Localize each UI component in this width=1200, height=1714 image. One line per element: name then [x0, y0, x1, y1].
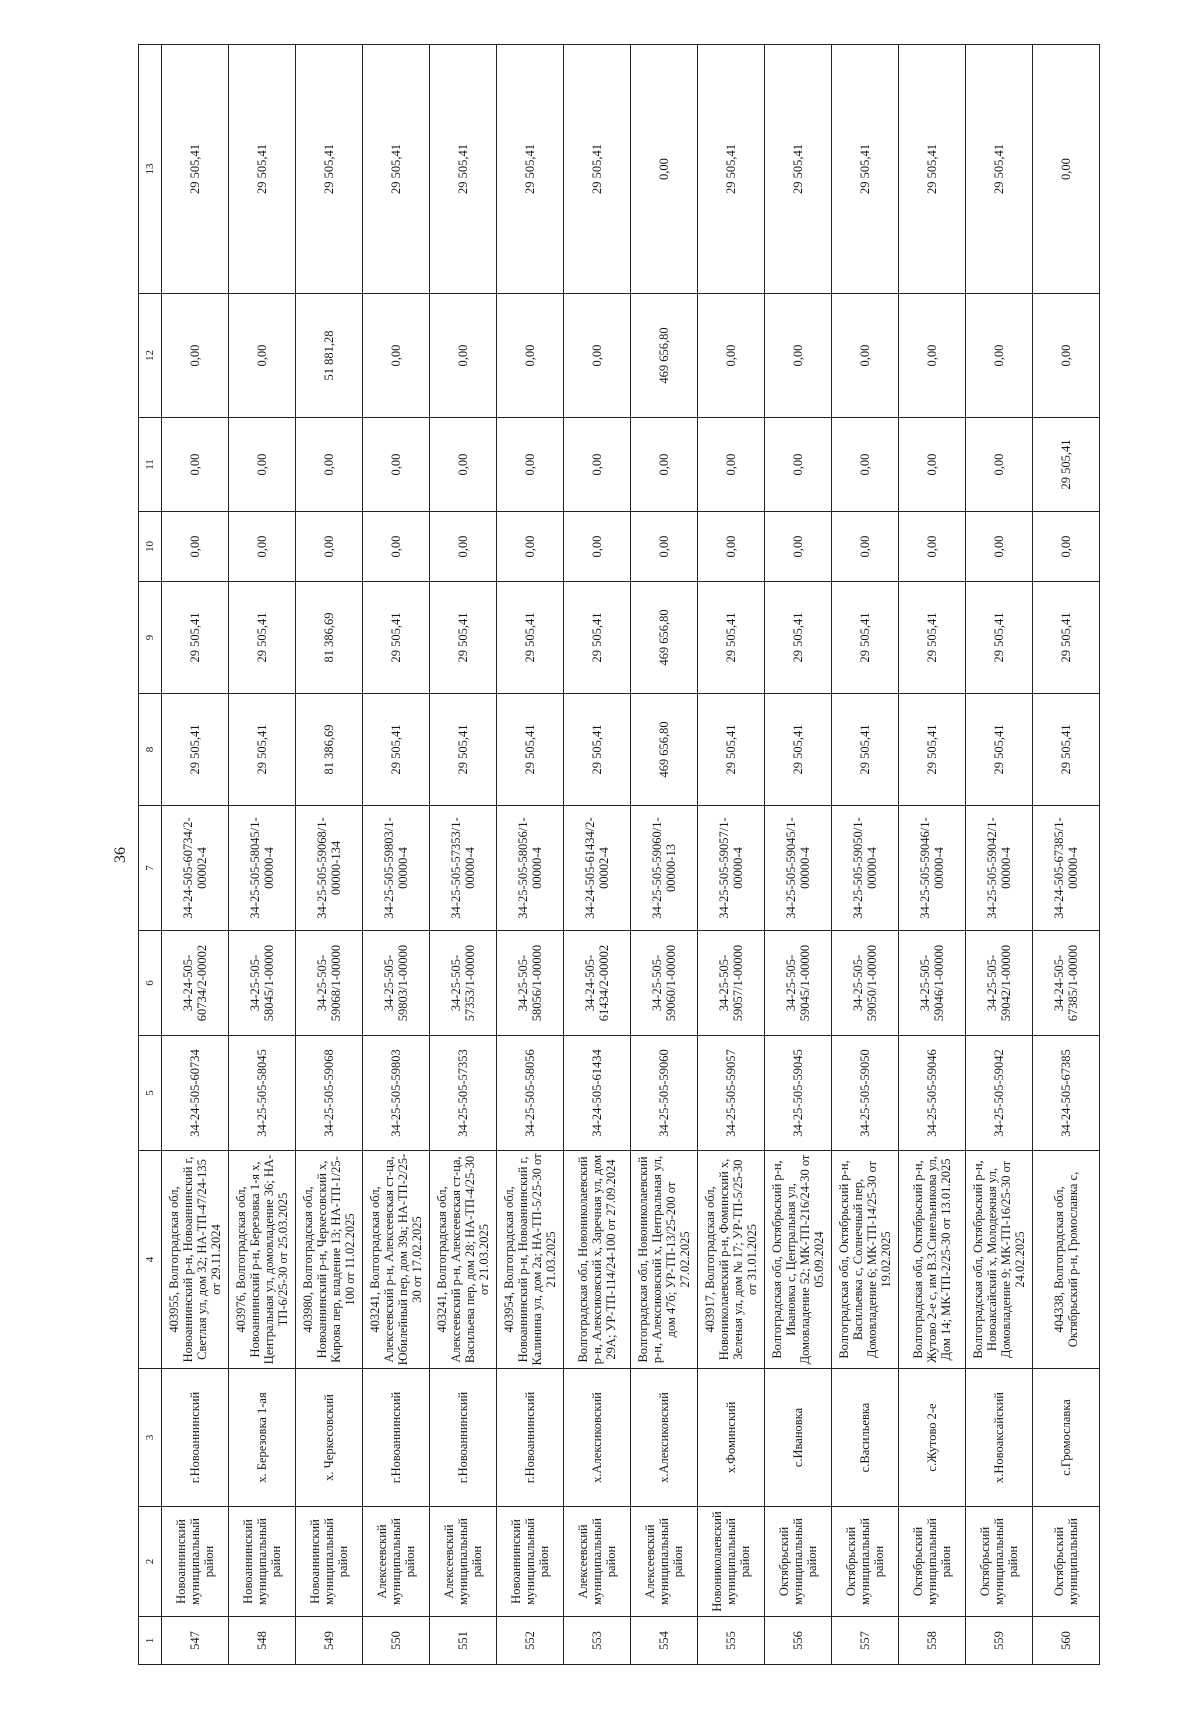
municipal-district-cell: Алексеевский муниципальный район [564, 1507, 631, 1617]
municipal-district-cell: Октябрьский муниципальный район [899, 1507, 966, 1617]
settlement-cell: х. Черкесовский [296, 1369, 363, 1507]
amount-col-10-cell: 0,00 [832, 512, 899, 582]
amount-col-13-cell: 29 505,41 [430, 45, 497, 294]
table-row [765, 45, 832, 1665]
amount-col-11-cell: 0,00 [631, 418, 698, 512]
column-number-header: 3 [139, 1369, 162, 1507]
amount-col-10-cell: 0,00 [363, 512, 430, 582]
tariff-code-cell: 34-25-505-58045/1-00000-4 [229, 806, 296, 931]
table-row [899, 45, 966, 1665]
address-and-contract-cell: 403241, Волгоградская обл, Алексеевский р-н, Алексеевская ст-ца, Юбилейный пер, дом 39а; НА-ТП-2/25-30 от 17.02.2025 [363, 1151, 430, 1369]
settlement-cell: х. Березовка 1-ая [229, 1369, 296, 1507]
column-number-header: 2 [139, 1507, 162, 1617]
amount-col-12-cell: 0,00 [765, 294, 832, 418]
municipal-district-cell: Октябрьский муниципальный район [832, 1507, 899, 1617]
amount-col-13-cell: 29 505,41 [162, 45, 229, 294]
amount-col-11-cell: 0,00 [832, 418, 899, 512]
amount-col-8-cell: 29 505,41 [832, 694, 899, 806]
application-number-cell: 34-25-505-58056/1-00000 [497, 931, 564, 1036]
municipal-district-cell: Алексеевский муниципальный район [631, 1507, 698, 1617]
address-and-contract-cell: Волгоградская обл, Октябрьский р-н, Новоаксайский х, Молодежная ул, Домовладение 9; МК-ТП-16/25-30 от 24.02.2025 [966, 1151, 1033, 1369]
amount-col-10-cell: 0,00 [162, 512, 229, 582]
application-number-cell: 34-24-505-67385/1-00000 [1033, 931, 1100, 1036]
tariff-code-cell: 34-25-505-59803/1-00000-4 [363, 806, 430, 931]
table-row [832, 45, 899, 1665]
amount-col-13-cell: 29 505,41 [765, 45, 832, 294]
tariff-code-cell: 34-25-505-59045/1-00000-4 [765, 806, 832, 931]
tariff-code-cell: 34-24-505-61434/2-00002-4 [564, 806, 631, 931]
table-row [564, 45, 631, 1665]
table-row [1033, 45, 1100, 1665]
amount-col-10-cell: 0,00 [631, 512, 698, 582]
amount-col-9-cell: 29 505,41 [832, 582, 899, 694]
table-row [497, 45, 564, 1665]
amount-col-13-cell: 29 505,41 [363, 45, 430, 294]
amount-col-12-cell: 0,00 [832, 294, 899, 418]
table-row [430, 45, 497, 1665]
application-number-cell: 34-25-505-59046/1-00000 [899, 931, 966, 1036]
application-number-cell: 34-25-505-59042/1-00000 [966, 931, 1033, 1036]
column-number-header: 5 [139, 1036, 162, 1151]
amount-col-13-cell: 29 505,41 [698, 45, 765, 294]
settlement-cell: х.Алексиковский [564, 1369, 631, 1507]
cadastral-block-number-cell: 34-25-505-59057 [698, 1036, 765, 1151]
tariff-code-cell: 34-25-505-59042/1-00000-4 [966, 806, 1033, 931]
application-number-cell: 34-24-505-61434/2-00002 [564, 931, 631, 1036]
amount-col-8-cell: 29 505,41 [899, 694, 966, 806]
amount-col-8-cell: 29 505,41 [229, 694, 296, 806]
amount-col-11-cell: 0,00 [229, 418, 296, 512]
municipal-district-cell: Октябрьский муниципальный район [765, 1507, 832, 1617]
application-number-cell: 34-25-505-59068/1-00000 [296, 931, 363, 1036]
cadastral-block-number-cell: 34-24-505-60734 [162, 1036, 229, 1151]
cadastral-block-number-cell: 34-25-505-58045 [229, 1036, 296, 1151]
amount-col-13-cell: 0,00 [1033, 45, 1100, 294]
amount-col-12-cell: 0,00 [229, 294, 296, 418]
page-number: 36 [112, 847, 129, 863]
address-and-contract-cell: 403917, Волгоградская обл, Новониколаевский р-н, Фоминский х, Зеленая ул, дом № 17; УР-ТП-5/25-30 от 31.01.2025 [698, 1151, 765, 1369]
tariff-code-cell: 34-25-505-59046/1-00000-4 [899, 806, 966, 931]
application-number-cell: 34-25-505-59050/1-00000 [832, 931, 899, 1036]
table-row [162, 45, 229, 1665]
amount-col-11-cell: 0,00 [430, 418, 497, 512]
amount-col-11-cell: 0,00 [966, 418, 1033, 512]
amount-col-11-cell: 0,00 [363, 418, 430, 512]
amount-col-13-cell: 29 505,41 [564, 45, 631, 294]
amount-col-9-cell: 29 505,41 [564, 582, 631, 694]
application-number-cell: 34-25-505-57353/1-00000 [430, 931, 497, 1036]
cadastral-block-number-cell: 34-25-505-58056 [497, 1036, 564, 1151]
row-number-cell: 549 [296, 1617, 363, 1665]
municipal-district-cell: Новониколаевский муниципальный район [698, 1507, 765, 1617]
amount-col-12-cell: 0,00 [899, 294, 966, 418]
column-number-row [139, 45, 162, 1665]
table-row [363, 45, 430, 1665]
amount-col-8-cell: 29 505,41 [162, 694, 229, 806]
rotated-page-content [110, 45, 1115, 1665]
settlement-cell: г.Новоаннинский [363, 1369, 430, 1507]
amount-col-9-cell: 81 386,69 [296, 582, 363, 694]
cadastral-block-number-cell: 34-25-505-59803 [363, 1036, 430, 1151]
amount-col-10-cell: 0,00 [765, 512, 832, 582]
amount-col-12-cell: 0,00 [564, 294, 631, 418]
settlement-cell: г.Новоаннинский [162, 1369, 229, 1507]
amount-col-8-cell: 29 505,41 [698, 694, 765, 806]
amount-col-13-cell: 29 505,41 [899, 45, 966, 294]
amount-col-11-cell: 0,00 [162, 418, 229, 512]
amount-col-8-cell: 81 386,69 [296, 694, 363, 806]
municipal-district-cell: Новоаннинский муниципальный район [497, 1507, 564, 1617]
tariff-code-cell: 34-25-505-59057/1-00000-4 [698, 806, 765, 931]
address-and-contract-cell: Волгоградская обл, Октябрьский р-н, Жутово 2-е с, им В.З.Синельникова ул, Дом 14; МК-ТП-2/25-30 от 13.01.2025 [899, 1151, 966, 1369]
settlement-cell: с.Ивановка [765, 1369, 832, 1507]
settlement-cell: х.Фоминский [698, 1369, 765, 1507]
amount-col-9-cell: 29 505,41 [899, 582, 966, 694]
row-number-cell: 548 [229, 1617, 296, 1665]
address-and-contract-cell: 404338, Волгоградская обл, Октябрьский р-н, Громославка с, [1033, 1151, 1100, 1369]
tariff-code-cell: 34-25-505-59068/1-00000-134 [296, 806, 363, 931]
application-number-cell: 34-24-505-60734/2-00002 [162, 931, 229, 1036]
settlement-cell: с.Громославка [1033, 1369, 1100, 1507]
amount-col-13-cell: 29 505,41 [966, 45, 1033, 294]
amount-col-9-cell: 469 656,80 [631, 582, 698, 694]
address-and-contract-cell: 403241, Волгоградская обл, Алексеевский р-н, Алексеевская ст-ца, Васильева пер, дом 28; НА-ТП-4/25-30 от 21.03.2025 [430, 1151, 497, 1369]
amount-col-12-cell: 0,00 [162, 294, 229, 418]
amount-col-12-cell: 51 881,28 [296, 294, 363, 418]
settlement-cell: х.Новоаксайский [966, 1369, 1033, 1507]
amount-col-10-cell: 0,00 [564, 512, 631, 582]
column-number-header: 11 [139, 418, 162, 512]
column-number-header: 6 [139, 931, 162, 1036]
row-number-cell: 557 [832, 1617, 899, 1665]
row-number-cell: 547 [162, 1617, 229, 1665]
amount-col-11-cell: 0,00 [497, 418, 564, 512]
amount-col-10-cell: 0,00 [698, 512, 765, 582]
amount-col-8-cell: 29 505,41 [966, 694, 1033, 806]
amount-col-12-cell: 0,00 [1033, 294, 1100, 418]
table-body [162, 45, 1100, 1665]
amount-col-13-cell: 29 505,41 [497, 45, 564, 294]
amount-col-10-cell: 0,00 [430, 512, 497, 582]
amount-col-13-cell: 29 505,41 [296, 45, 363, 294]
column-number-header: 7 [139, 806, 162, 931]
address-and-contract-cell: Волгоградская обл, Новониколаевский р-н, Алексиковский х, Заречная ул, дом 29А; УР-ТП-114/24-100 от 27.09.2024 [564, 1151, 631, 1369]
table-row [966, 45, 1033, 1665]
application-number-cell: 34-25-505-59803/1-00000 [363, 931, 430, 1036]
application-number-cell: 34-25-505-59045/1-00000 [765, 931, 832, 1036]
amount-col-9-cell: 29 505,41 [430, 582, 497, 694]
table-row [229, 45, 296, 1665]
amount-col-8-cell: 29 505,41 [497, 694, 564, 806]
amount-col-9-cell: 29 505,41 [966, 582, 1033, 694]
amount-col-12-cell: 0,00 [966, 294, 1033, 418]
amount-col-11-cell: 29 505,41 [1033, 418, 1100, 512]
tariff-code-cell: 34-25-505-59060/1-00000-13 [631, 806, 698, 931]
amount-col-10-cell: 0,00 [229, 512, 296, 582]
row-number-cell: 560 [1033, 1617, 1100, 1665]
column-number-header: 1 [139, 1617, 162, 1665]
cadastral-block-number-cell: 34-25-505-59045 [765, 1036, 832, 1151]
cadastral-block-number-cell: 34-25-505-59060 [631, 1036, 698, 1151]
settlement-cell: с.Жутово 2-е [899, 1369, 966, 1507]
table-row [698, 45, 765, 1665]
amount-col-11-cell: 0,00 [296, 418, 363, 512]
amount-col-12-cell: 0,00 [497, 294, 564, 418]
registry-table [138, 44, 1100, 1665]
row-number-cell: 552 [497, 1617, 564, 1665]
settlement-cell: г.Новоаннинский [497, 1369, 564, 1507]
amount-col-9-cell: 29 505,41 [765, 582, 832, 694]
application-number-cell: 34-25-505-59057/1-00000 [698, 931, 765, 1036]
cadastral-block-number-cell: 34-25-505-59042 [966, 1036, 1033, 1151]
municipal-district-cell: Новоаннинский муниципальный район [229, 1507, 296, 1617]
municipal-district-cell: Октябрьский муниципальный район [966, 1507, 1033, 1617]
row-number-cell: 559 [966, 1617, 1033, 1665]
cadastral-block-number-cell: 34-24-505-67385 [1033, 1036, 1100, 1151]
tariff-code-cell: 34-25-505-57353/1-00000-4 [430, 806, 497, 931]
amount-col-12-cell: 0,00 [430, 294, 497, 418]
amount-col-9-cell: 29 505,41 [363, 582, 430, 694]
column-number-header: 13 [139, 45, 162, 294]
amount-col-8-cell: 29 505,41 [765, 694, 832, 806]
municipal-district-cell: Новоаннинский муниципальный район [296, 1507, 363, 1617]
amount-col-12-cell: 0,00 [363, 294, 430, 418]
address-and-contract-cell: 403954, Волгоградская обл, Новоаннинский р-н, Новоаннинский г, Калинина ул, дом 2а; НА-ТП-5/25-30 от 21.03.2025 [497, 1151, 564, 1369]
amount-col-12-cell: 469 656,80 [631, 294, 698, 418]
row-number-cell: 551 [430, 1617, 497, 1665]
amount-col-13-cell: 29 505,41 [832, 45, 899, 294]
column-number-header: 4 [139, 1151, 162, 1369]
amount-col-8-cell: 469 656,80 [631, 694, 698, 806]
row-number-cell: 555 [698, 1617, 765, 1665]
amount-col-10-cell: 0,00 [899, 512, 966, 582]
address-and-contract-cell: 403955, Волгоградская обл, Новоаннинский р-н, Новоаннинский г, Светлая ул, дом 32; НА-ТП-47/24-135 от 29.11.2024 [162, 1151, 229, 1369]
cadastral-block-number-cell: 34-24-505-61434 [564, 1036, 631, 1151]
amount-col-11-cell: 0,00 [564, 418, 631, 512]
tariff-code-cell: 34-25-505-59050/1-00000-4 [832, 806, 899, 931]
table-row [631, 45, 698, 1665]
municipal-district-cell: Алексеевский муниципальный район [363, 1507, 430, 1617]
amount-col-11-cell: 0,00 [899, 418, 966, 512]
amount-col-8-cell: 29 505,41 [1033, 694, 1100, 806]
address-and-contract-cell: 403976, Волгоградская обл, Новоаннинский р-н, Березовка 1-я х, Центральная ул, домовладение 36; НА-ТП-6/25-30 от 25.03.2025 [229, 1151, 296, 1369]
table-row [296, 45, 363, 1665]
address-and-contract-cell: Волгоградская обл, Октябрьский р-н, Ивановка с, Центральная ул, Домовладение 52; МК-ТП-216/24-30 от 05.09.2024 [765, 1151, 832, 1369]
municipal-district-cell: Новоаннинский муниципальный район [162, 1507, 229, 1617]
amount-col-10-cell: 0,00 [1033, 512, 1100, 582]
amount-col-9-cell: 29 505,41 [162, 582, 229, 694]
amount-col-9-cell: 29 505,41 [698, 582, 765, 694]
amount-col-10-cell: 0,00 [497, 512, 564, 582]
row-number-cell: 554 [631, 1617, 698, 1665]
row-number-cell: 558 [899, 1617, 966, 1665]
amount-col-9-cell: 29 505,41 [497, 582, 564, 694]
row-number-cell: 550 [363, 1617, 430, 1665]
column-number-header: 10 [139, 512, 162, 582]
amount-col-11-cell: 0,00 [765, 418, 832, 512]
cadastral-block-number-cell: 34-25-505-57353 [430, 1036, 497, 1151]
tariff-code-cell: 34-24-505-67385/1-00000-4 [1033, 806, 1100, 931]
cadastral-block-number-cell: 34-25-505-59046 [899, 1036, 966, 1151]
column-number-header: 12 [139, 294, 162, 418]
amount-col-13-cell: 0,00 [631, 45, 698, 294]
row-number-cell: 553 [564, 1617, 631, 1665]
amount-col-10-cell: 0,00 [966, 512, 1033, 582]
cadastral-block-number-cell: 34-25-505-59068 [296, 1036, 363, 1151]
settlement-cell: г.Новоаннинский [430, 1369, 497, 1507]
amount-col-11-cell: 0,00 [698, 418, 765, 512]
address-and-contract-cell: Волгоградская обл, Октябрьский р-н, Васильевка с, Солнечный пер, Домовладение 6; МК-ТП-14/25-30 от 19.02.2025 [832, 1151, 899, 1369]
application-number-cell: 34-25-505-59060/1-00000 [631, 931, 698, 1036]
address-and-contract-cell: 403980, Волгоградская обл, Новоаннинский р-н, Черкесовский х, Кирова пер, владение 13; НА-ТП-1/25-100 от 11.02.2025 [296, 1151, 363, 1369]
address-and-contract-cell: Волгоградская обл, Новониколаевский р-н, Алексиковский х, Центральная ул, дом 47б; УР-ТП-13/25-200 от 27.02.2025 [631, 1151, 698, 1369]
amount-col-8-cell: 29 505,41 [430, 694, 497, 806]
column-number-header: 8 [139, 694, 162, 806]
tariff-code-cell: 34-24-505-60734/2-00002-4 [162, 806, 229, 931]
settlement-cell: с.Васильевка [832, 1369, 899, 1507]
cadastral-block-number-cell: 34-25-505-59050 [832, 1036, 899, 1151]
amount-col-12-cell: 0,00 [698, 294, 765, 418]
municipal-district-cell: Октябрьский муниципальный [1033, 1507, 1100, 1617]
municipal-district-cell: Алексеевский муниципальный район [430, 1507, 497, 1617]
row-number-cell: 556 [765, 1617, 832, 1665]
column-number-header: 9 [139, 582, 162, 694]
amount-col-8-cell: 29 505,41 [363, 694, 430, 806]
amount-col-9-cell: 29 505,41 [1033, 582, 1100, 694]
settlement-cell: х.Алексиковский [631, 1369, 698, 1507]
amount-col-13-cell: 29 505,41 [229, 45, 296, 294]
application-number-cell: 34-25-505-58045/1-00000 [229, 931, 296, 1036]
tariff-code-cell: 34-25-505-58056/1-00000-4 [497, 806, 564, 931]
amount-col-8-cell: 29 505,41 [564, 694, 631, 806]
amount-col-9-cell: 29 505,41 [229, 582, 296, 694]
amount-col-10-cell: 0,00 [296, 512, 363, 582]
